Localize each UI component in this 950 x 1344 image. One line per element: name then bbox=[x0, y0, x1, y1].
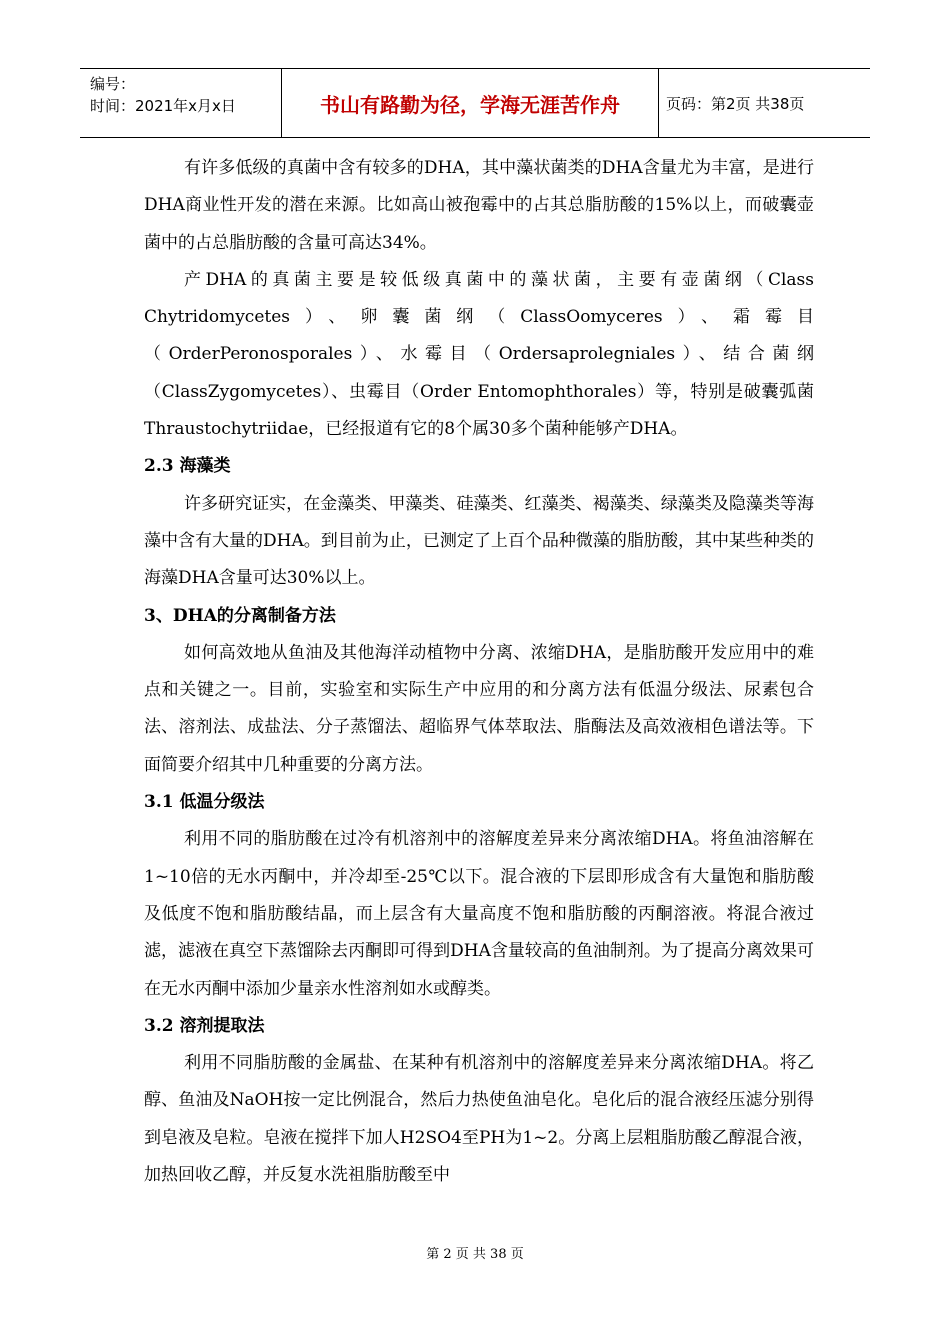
section-heading-3-2: 3.2 溶剂提取法 bbox=[144, 1015, 265, 1036]
document-number-label: 编号： bbox=[90, 75, 136, 93]
header-info-cell bbox=[80, 69, 282, 137]
document-body bbox=[144, 150, 814, 1194]
paragraph-fungi-classes: 产DHA的真菌主要是较低级真菌中的藻状菌，主要有壶菌纲（Class Chytridomycetes）、卵囊菌纲（ClassOomyceres）、霜霉目（OrderPeronosporales）、水霉目（Ordersaprolegniales）、结合菌纲（ClassZygomycetes）、虫霉目（Order Entomophthorales）等，特别是破囊弧菌Thraustochytriidae，已经报道有它的8个属30多个菌种能够产DHA。 bbox=[144, 269, 814, 440]
section-heading-2-3: 2.3 海藻类 bbox=[144, 456, 231, 477]
page-header bbox=[80, 68, 870, 138]
paragraph-fungi-dha: 有许多低级的真菌中含有较多的DHA，其中藻状菌类的DHA含量尤为丰富，是进行DHA商业性开发的潜在来源。比如高山被孢霉中的占其总脂肪酸的15%以上，而破囊壶菌中的占总脂肪酸的含量可高达34%。 bbox=[144, 158, 814, 253]
document-time-label: 时间：2021年x月x日 bbox=[90, 97, 236, 115]
page-footer: 第 2 页 共 38 页 bbox=[426, 1247, 524, 1262]
header-motto: 书山有路勤为径，学海无涯苦作舟 bbox=[282, 69, 659, 137]
header-page-code: 页码：第2页 共38页 bbox=[666, 94, 805, 113]
section-heading-3: 3、DHA的分离制备方法 bbox=[144, 605, 336, 626]
paragraph-separation-methods: 如何高效地从鱼油及其他海洋动植物中分离、浓缩DHA，是脂肪酸开发应用中的难点和关键之一。目前，实验室和实际生产中应用的和分离方法有低温分级法、尿素包合法、溶剂法、成盐法、分子蒸馏法、超临界气体萃取法、脂酶法及高效液相色谱法等。下面简要介绍其中几种重要的分离方法。 bbox=[144, 642, 814, 775]
section-heading-3-1: 3.1 低温分级法 bbox=[144, 792, 265, 813]
paragraph-solvent-extraction: 利用不同脂肪酸的金属盐、在某种有机溶剂中的溶解度差异来分离浓缩DHA。将乙醇、鱼油及NaOH按一定比例混合，然后力热使鱼油皂化。皂化后的混合液经压滤分别得到皂液及皂粒。皂液在搅拌下加人H2SO4至PH为1~2。分离上层粗脂肪酸乙醇混合液，加热回收乙醇，并反复水洗祖脂肪酸至中 bbox=[144, 1053, 814, 1186]
paragraph-algae: 许多研究证实，在金藻类、甲藻类、硅藻类、红藻类、褐藻类、绿藻类及隐藻类等海藻中含有大量的DHA。到目前为止，已测定了上百个品种微藻的脂肪酸，其中某些种类的海藻DHA含量可达30%以上。 bbox=[144, 493, 814, 589]
paragraph-low-temperature: 利用不同的脂肪酸在过冷有机溶剂中的溶解度差异来分离浓缩DHA。将鱼油溶解在1~10倍的无水丙酮中，并冷却至-25℃以下。混合液的下层即形成含有大量饱和脂肪酸及低度不饱和脂肪酸结晶，而上层含有大量高度不饱和脂肪酸的丙酮溶液。将混合液过滤，滤液在真空下蒸馏除去丙酮即可得到DHA含量较高的鱼油制剂。为了提高分离效果可在无水丙酮中添加少量亲水性溶剂如水或醇类。 bbox=[144, 829, 814, 999]
